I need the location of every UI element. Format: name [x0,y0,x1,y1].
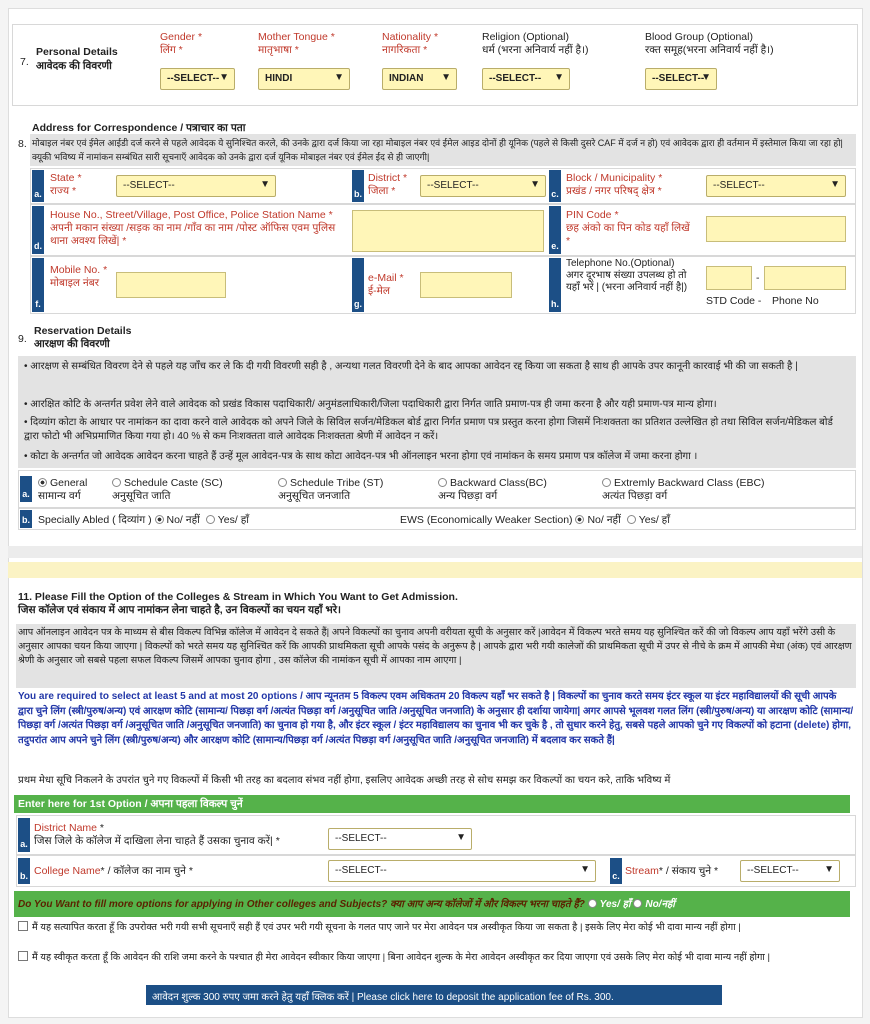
option-college-select[interactable]: --SELECT-- ▼ [328,860,596,882]
mobile-input[interactable] [116,272,226,298]
state-select[interactable]: --SELECT-- ▼ [116,175,276,197]
tag-option-b: b. [18,858,30,884]
section8-note: मोबाइल नंबर एवं ईमेल आईडी दर्ज करने से पहले आवेदक ये सुनिश्चित करले, की उनके द्वारा दर्ज किया जा रहा मोबाइल नंबर एवं ईमेल आइड दोनों ही यूनिक (पहले से किसी दुसरे CAF में दर्ज न हो) एवं आवेदक द्वारा ही वर्तमान में इस्तेमाल किया जा रहा हो| क्यूकी भविष्य में नामांकन सम्बंधित सारी सूचनाएँ आवेदक को उनके द्वारा दर्ज यूनिक मोबाइल नंबर एवं ईमेल ईद से ही जाएगी| [32,138,843,162]
options-info: आप ऑनलाइन आवेदन पत्र के माध्यम से बीस विकल्प विभिन्न कॉलेज में आवेदन दे सकते हैं| अपने विकल्पों का चुनाव अपनी वरीयता सूची के अनुसार करें |आवेदन में विकल्प भरते समय यह सुनिश्चित करें की जो विकल्प आप यहाँ भरेंगे उसी के अनुसार आपका चयन किया जाएगा | विकल्पों को भरते समय यह सुनिश्चित करें कि आपकी प्राथमिकता सूची आपके पसंद के अनुरूप है | आपके द्वारा भरी गयी कालेजों की प्राथमिकता सूची में उपर से नीचे के क्रम में आपकी मेधा (अंक) एवं आरक्षण श्रेणी के अनुसार जो सबसे पहला सफल विकल्प जिसमें आपका चुनाव होगा , उस कॉलेज की नामांकन सूची में आपका नाम आएगा | [18,627,852,666]
tag-g: g. [352,258,364,312]
section7-title-hi: आवेदक की विवरणी [36,60,112,72]
tag-category-b: b. [20,510,32,528]
telephone-label: Telephone No.(Optional) अगर दूरभाष संख्या उपलब्ध हो तो यहाँ भरें | (भरना अनिवार्य नहीं है|) [566,258,688,293]
section8-title: Address for Correspondence / पत्राचार का पता [32,122,246,134]
specially-abled-group: Specially Abled ( दिव्यांग ) No/ नहीं Yes/ हाँ [38,514,249,526]
option-stream-select[interactable]: --SELECT-- ▼ [740,860,840,882]
tag-option-c: c. [610,858,622,884]
tag-c: c. [549,170,561,202]
block-select[interactable]: --SELECT-- ▼ [706,175,846,197]
bc-radio-icon[interactable] [438,478,447,487]
phone-no-label: Phone No [772,295,819,307]
block-label: Block / Municipality * प्रखंड / नगर परिषद् क्षेत्र * [566,172,663,197]
gender-select[interactable]: --SELECT-- ▼ [160,68,235,90]
religion-label: Religion (Optional) धर्म (भरना अनिवार्य नहीं है।) [482,31,589,56]
declaration-2: मैं यह स्वीकृत करता हूँ कि आवेदन की राशि जमा करने के पश्चात ही मेरा आवेदन स्वीकार किया जाएगा | बिना आवेदन शुल्क के मेरा आवेदन अस्वीकृत कर दिया जाएगा एवं उसके लिए मेरा कोई भी दावा मान्य नहीं होगा | [18,951,854,965]
blood-group-label: Blood Group (Optional) रक्त समूह(भरना अनिवार्य नहीं है।) [645,31,774,56]
sc-radio-icon[interactable] [112,478,121,487]
spacer-band [8,546,862,558]
reservation-bullet-3: • दिव्यांग कोटा के आधार पर नामांकन का दावा करने वाले आवेदक को अपने जिले के सिविल सर्जन/मेडिकल बोर्ड द्वारा निर्गत प्रमाण पत्र प्रस्तुत करना होगा जिसमें निःशक्तता का प्रतिशत उल्लेखित हो तथा सिविल सर्जन/मेडिकल बोर्ड द्वारा फोटो भी अभिप्रमाणित किया गया हो। 40 % से कम निःशक्तता वाले आवेदक निःशक्तता श्रेणी में आवेदन न करें। [24,417,833,442]
tag-option-a: a. [18,818,30,852]
first-option-header: Enter here for 1st Option / अपना पहला विकल्प चुनें [18,798,243,810]
section9-number: 9. [18,333,27,345]
general-radio-icon[interactable] [38,478,47,487]
more-options-question: Do You Want to fill more options for applying in Other colleges and Subjects? क्या आप अन्य कॉलेजों में और विकल्प भरना चाहते हैं? Yes/ हाँ No/नहीं [18,899,675,910]
ews-group: EWS (Economically Weaker Section) No/ नहीं Yes/ हाँ [400,514,670,526]
option-stream-label: Stream* / संकाय चुने * [625,865,719,877]
reservation-bullet-1: • आरक्षण से सम्बंधित विवरण देने से पहले यह जाँच कर ले कि दी गयी विवरणी सही है , अन्यथा गलत विवरणी देने के बाद आपका आवेदन रद्द किया जा सकता है साथ ही आपके उपर कानूनी कारवाई भी की जा सकती है | [24,361,798,372]
tag-e: e. [549,206,561,254]
section8-number: 8. [18,138,27,150]
std-code-label: STD Code - [706,295,762,307]
declaration-1-checkbox[interactable] [18,921,28,931]
state-label: State * राज्य * [50,172,82,197]
tag-a: a. [32,170,44,202]
std-dash: - [756,272,760,284]
tag-d: d. [32,206,44,254]
section7-title-en: Personal Details [36,46,118,58]
religion-select[interactable]: --SELECT-- ▼ [482,68,570,90]
section11-title-en: 11. Please Fill the Option of the Colleges & Stream in Which You Want to Get Admission. [18,591,458,603]
more-options-yes-radio-icon[interactable] [588,899,597,908]
tag-h: h. [549,258,561,312]
section7-number: 7. [20,56,29,68]
pay-fee-button[interactable]: आवेदन शुल्क 300 रुपए जमा करने हेतु यहाँ क्लिक करें | Please click here to deposit the application fee of Rs. 300. [146,985,722,1005]
tag-category-a: a. [20,476,32,502]
std-code-input[interactable] [706,266,752,290]
option-college-label: College Name* / कॉलेज का नाम चुने * [34,865,193,877]
email-input[interactable] [420,272,512,298]
mother-tongue-select[interactable]: HINDI ▼ [258,68,350,90]
category-ebc[interactable]: Extremly Backward Class (EBC) अत्यंत पिछड़ा वर्ग [602,477,765,502]
category-st[interactable]: Schedule Tribe (ST) अनुसूचित जनजाति [278,477,384,502]
specially-abled-no-radio-icon[interactable] [155,515,164,524]
reservation-bullet-2: • आरक्षित कोटि के अन्तर्गत प्रवेश लेने वाले आवेदक को प्रखंड विकास पदाधिकारी/ अनुमंडलाधिकारी/जिला पदाधिकारी द्वारा निर्गत जाति प्रमाण-पत्र ही जमा करना है और यही प्रमाण-पत्र मान्य होगा। [24,399,717,410]
house-address-textarea[interactable] [352,210,544,252]
category-general[interactable]: General सामान्य वर्ग [38,477,88,502]
section9-title-hi: आरक्षण की विवरणी [34,338,110,350]
tag-f: f. [32,258,44,312]
reservation-bullet-4: • कोटा के अन्तर्गत जो आवेदक आवेदन करना चाहते हैं उन्हें मूल आवेदन-पत्र के साथ कोटा आवेदन-पत्र भी ऑनलाइन भरना होगा एवं नामांकन के समय प्रमाण पत्र कॉलेज में जमा करना होगा । [24,451,698,462]
option-district-select[interactable]: --SELECT-- ▼ [328,828,472,850]
st-radio-icon[interactable] [278,478,287,487]
specially-abled-yes-radio-icon[interactable] [206,515,215,524]
section9-title-en: Reservation Details [34,325,132,337]
tag-b: b. [352,170,364,202]
options-blue-note: You are required to select at least 5 and at most 20 options / आप न्यूनतम 5 विकल्प एवम अधिकतम 20 विकल्प यहाँ भर सकते है | विकल्पों का चुनाव करते समय इंटर स्कूल या इंटर महाविद्यालयों की सूची आपके द्वारा चुने लिंग (स्त्री/पुरुष/अन्य) एवं आरक्षण कोटि (सामान्य/ पिछड़ा वर्ग /अत्यंत पिछड़ा वर्ग /अनुसूचित जाति /अनुसूचित जनजाति) के अनुसार ही दर्शाया जायेगा| अगर आपसे भूलवश गलत लिंग (स्त्री/पुरुष/अन्य) या आरक्षण कोटि (सामान्य/ पिछड़ा वर्ग /अत्यंत पिछड़ा वर्ग /अनुसूचित जाति /अनुसूचित जनजाति) का चुनाव हो गया है, और इंटर स्कूल / इंटर महाविद्यालय का चुनाव भी कर चुके है , तो सुधार करने हेतु, सबसे पहले आपको चुने गए विकल्पों को हटाना (delete) होगा, तदुपरांत आप अपने चुने लिंग (स्त्री/पुरुष/अन्य) और आरक्षण कोटि (सामान्य/पिछड़ा वर्ग /अत्यंत पिछड़ा वर्ग /अनुसूचित जाति /अनुसूचित जनजाति) में बदलाव कर सकते हैं| [18,691,854,746]
nationality-select[interactable]: INDIAN ▼ [382,68,457,90]
more-options-no-radio-icon[interactable] [633,899,642,908]
section11-title-hi: जिस कॉलेज एवं संकाय में आप नामांकन लेना चाहते है, उन विकल्पों का चयन यहाँ भरे। [18,604,341,616]
pin-input[interactable] [706,216,846,242]
ebc-radio-icon[interactable] [602,478,611,487]
option-district-label: District Name * जिस जिले के कॉलेज में दाखिला लेना चाहते हैं उसका चुनाव करें| * [34,822,280,847]
category-sc[interactable]: Schedule Caste (SC) अनुसूचित जाति [112,477,223,502]
options-warning: प्रथम मेधा सूचि निकलने के उपरांत चुने गए विकल्पों में किसी भी तरह का बदलाव संभव नहीं होगा, इसलिए आवेदक अच्छी तरह से सोच समझ कर विकल्पों का चयन करे, ताकि भविष्य में [18,775,671,786]
category-bc[interactable]: Backward Class(BC) अन्य पिछड़ा वर्ग [438,477,547,502]
nationality-label: Nationality * नागरिकता * [382,31,439,56]
gender-label: Gender * लिंग * [160,31,203,56]
phone-input[interactable] [764,266,846,290]
ews-yes-radio-icon[interactable] [627,515,636,524]
district-select[interactable]: --SELECT-- ▼ [420,175,546,197]
blood-group-select[interactable]: --SELECT-- ▼ [645,68,717,90]
email-label: e-Mail * ई-मेल [368,272,404,297]
declaration-1: मैं यह सत्यापित करता हूँ कि उपरोक्त भरी गयी सभी सूचनाएँ सही हैं एवं उपर भरी गयी सूचना के गलत पाए जाने पर मेरा आवेदन पत्र अस्वीकृत किया जा सकता है | इसके लिए मेरा कोई भी दावा मान्य नहीं होगा | [18,921,854,935]
mother-tongue-label: Mother Tongue * मातृभाषा * [258,31,335,56]
pin-label: PIN Code * छह अंको का पिन कोड यहाँ लिखें * [566,209,690,247]
declaration-2-checkbox[interactable] [18,951,28,961]
house-label: House No., Street/Village, Post Office, Police Station Name * अपनी मकान संख्या /सड़क का नाम /गाँव का नाम /पोस्ट ऑफिस एवम पुलिस थाना अवश्य लिखें| * [50,209,336,247]
district-label: District * जिला * [368,172,408,197]
ews-no-radio-icon[interactable] [575,515,584,524]
section10-band [8,562,862,578]
mobile-label: Mobile No. * मोबाइल नंबर [50,264,108,289]
